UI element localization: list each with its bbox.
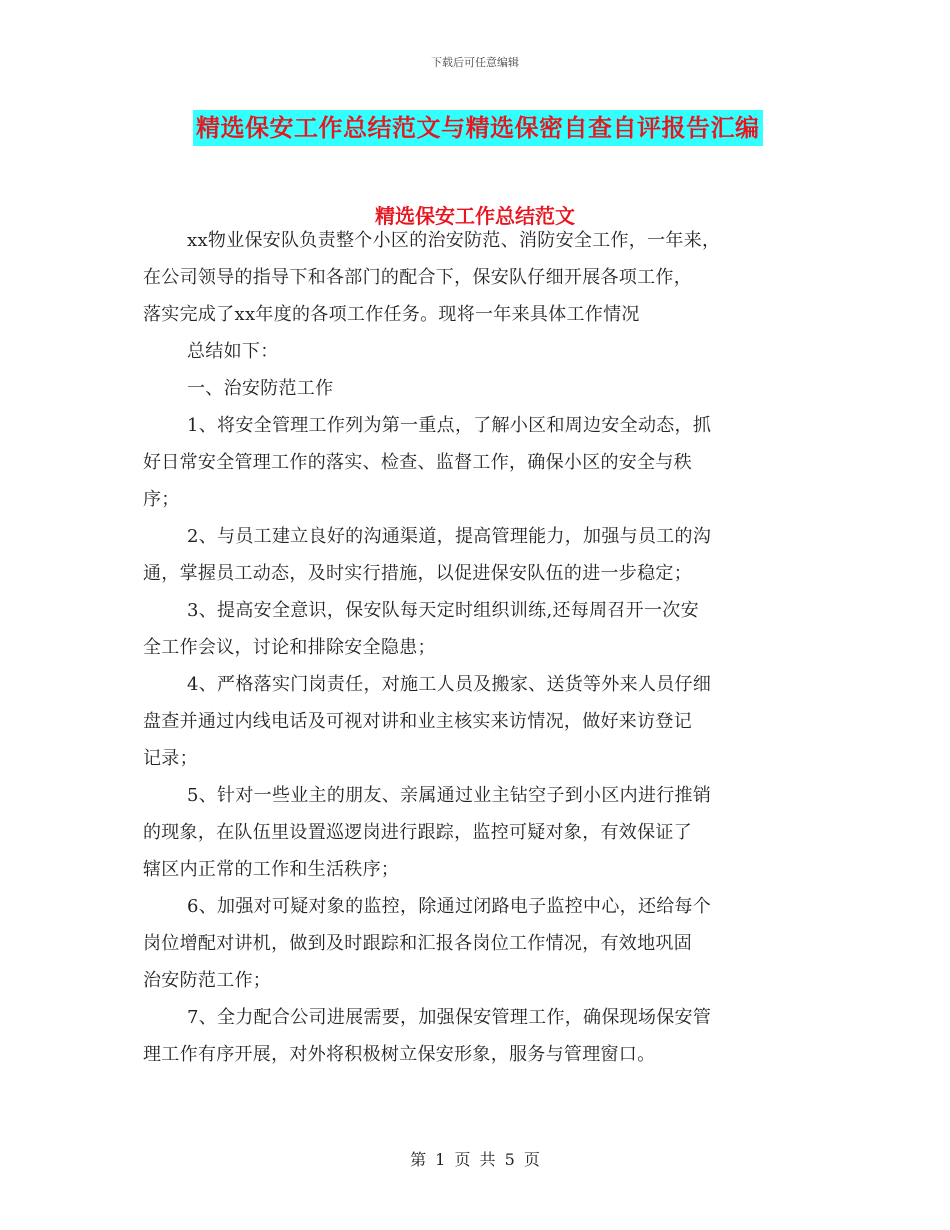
text-line: 序；	[143, 489, 180, 510]
text-line: 7、全力配合公司进展需要，加强保安管理工作，确保现场保安管	[187, 1007, 712, 1028]
text-line: 记录；	[143, 748, 198, 769]
text-line: 2、与员工建立良好的沟通渠道，提高管理能力，加强与员工的沟	[187, 526, 712, 547]
text-line: 4、严格落实门岗责任，对施工人员及搬家、送货等外来人员仔细	[187, 674, 712, 695]
text-line: 1、将安全管理工作列为第一重点，了解小区和周边安全动态，抓	[187, 415, 712, 436]
subheading: 一、治安防范工作	[187, 378, 334, 399]
text-line: 理工作有序开展，对外将积极树立保安形象，服务与管理窗口。	[143, 1044, 656, 1065]
text-line: 5、针对一些业主的朋友、亲属通过业主钻空子到小区内进行推销	[187, 785, 712, 806]
text-line: 的现象，在队伍里设置巡逻岗进行跟踪，监控可疑对象，有效保证了	[143, 822, 692, 843]
text-line: 在公司领导的指导下和各部门的配合下，保安队仔细开展各项工作，	[143, 267, 692, 288]
text-line: 好日常安全管理工作的落实、检查、监督工作，确保小区的安全与秩	[143, 452, 692, 473]
text-line: 落实完成了xx年度的各项工作任务。现将一年来具体工作情况	[143, 304, 640, 325]
header-note: 下载后可任意编辑	[431, 56, 519, 69]
text-line: 3、提高安全意识，保安队每天定时组织训练,还每周召开一次安	[187, 600, 699, 621]
text-line: 总结如下：	[187, 341, 279, 362]
text-line: 6、加强对可疑对象的监控，除通过闭路电子监控中心，还给每个	[187, 896, 712, 917]
page-footer: 第 1 页 共 5 页	[410, 1150, 540, 1169]
text-line: 全工作会议，讨论和排除安全隐患；	[143, 637, 436, 658]
section-title: 精选保安工作总结范文	[375, 204, 575, 228]
text-line: 盘查并通过内线电话及可视对讲和业主核实来访情况，做好来访登记	[143, 711, 692, 732]
document-title: 精选保安工作总结范文与精选保密自查自评报告汇编	[193, 110, 763, 146]
text-line: 治安防范工作；	[143, 970, 272, 991]
text-line: 岗位增配对讲机，做到及时跟踪和汇报各岗位工作情况，有效地巩固	[143, 933, 692, 954]
text-line: xx物业保安队负责整个小区的治安防范、消防安全工作，一年来，	[187, 230, 721, 251]
body-text	[143, 222, 808, 1073]
text-line: 通，掌握员工动态，及时实行措施，以促进保安队伍的进一步稳定；	[143, 563, 692, 584]
text-line: 辖区内正常的工作和生活秩序；	[143, 859, 400, 880]
